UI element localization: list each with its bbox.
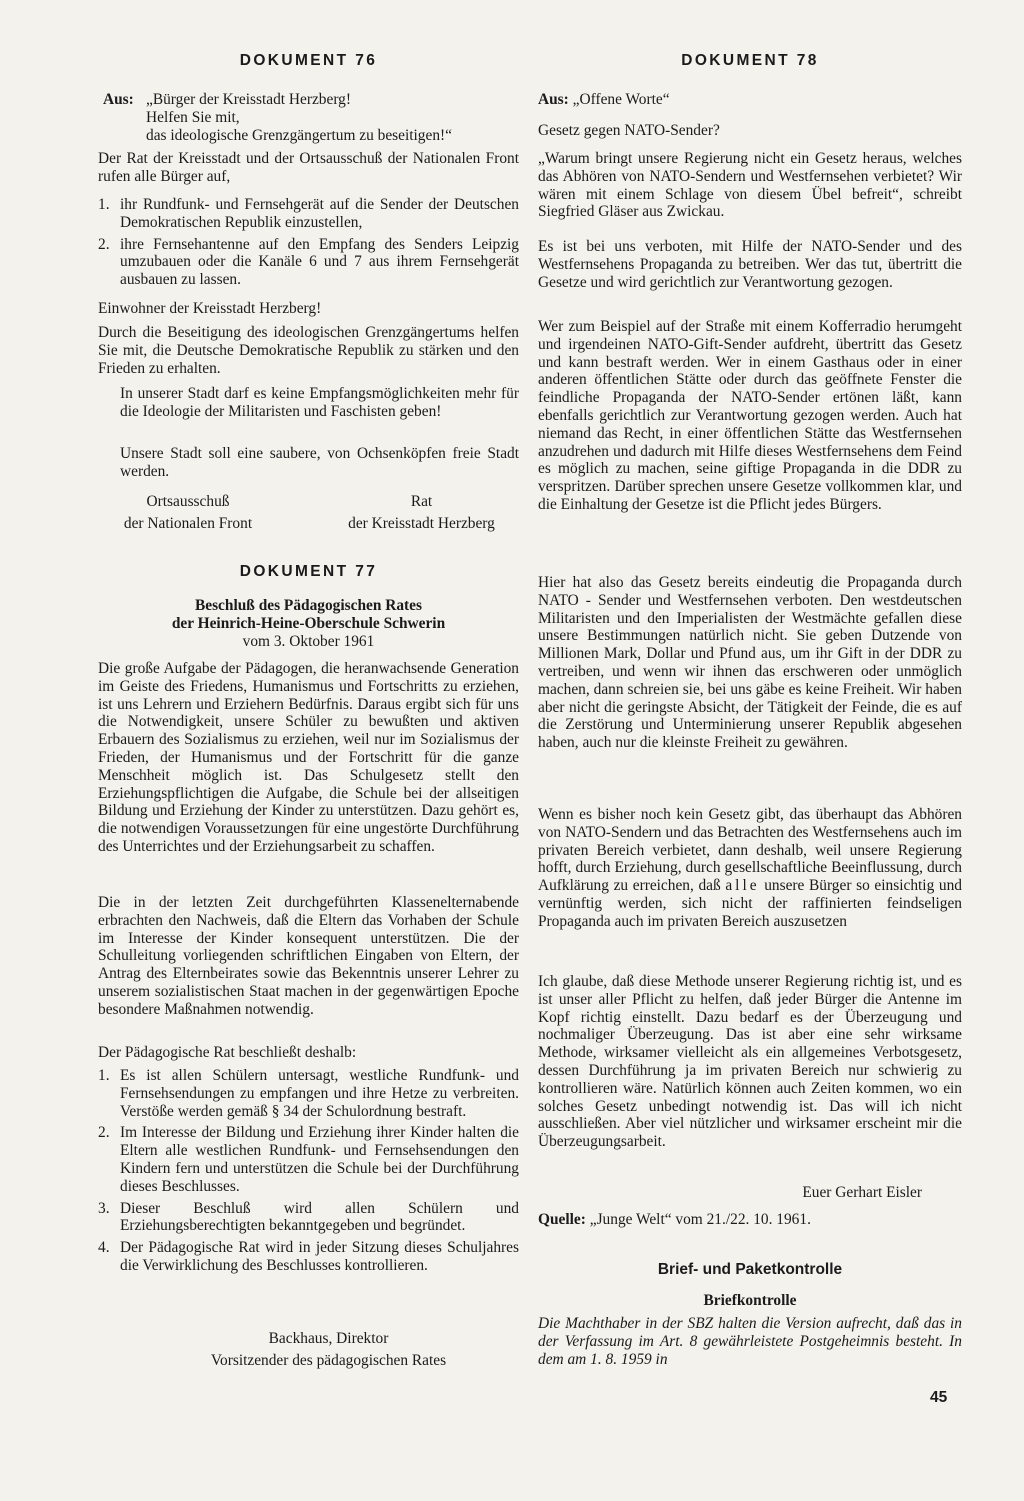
list-item: 1. ihr Rundfunk- und Fernsehgerät auf die Sender der Deutschen Demokratischen Republik einzustellen,: [98, 196, 519, 231]
doc78-quelle: Quelle: „Junge Welt“ vom 21./22. 10. 1961.: [538, 1211, 811, 1228]
doc78-paragraph-2: Es ist bei uns verboten, mit Hilfe der NATO-Sender und des Westfernsehens Propaganda zu betreiben. Wer das tut, übertritt die Gesetze und wird gerichtlich zur Verantwortung gezogen.: [538, 238, 962, 291]
list-item: 2. Im Interesse der Bildung und Erziehung ihrer Kinder halten die Eltern alle westlichen Rundfunk- und Fernsehsendungen den Kindern fern und unterstützen die Schule bei der Durchführung dieses Beschlusses.: [98, 1124, 519, 1195]
document-76-heading: DOKUMENT 76: [239, 52, 378, 69]
doc77-list: [98, 1067, 519, 1279]
doc76-sauber: Unsere Stadt soll eine saubere, von Ochsenköpfen freie Stadt werden.: [120, 445, 519, 480]
doc78-source: Aus: „Offene Worte“: [538, 91, 670, 108]
doc78-paragraph-1: „Warum bringt unsere Regierung nicht ein Gesetz heraus, welches das Abhören von NATO-Sendern und Westfernsehen verbietet? Wir wären mit einem Schlage von diesem Übel befreit“, schreibt Siegfried Gläser aus Zwickau.: [538, 150, 962, 221]
source-line: Helfen Sie mit,: [146, 108, 240, 126]
source-line: „Bürger der Kreisstadt Herzberg!: [146, 91, 351, 108]
doc77-paragraph-1: Die große Aufgabe der Pädagogen, die heranwachsende Generation im Geiste des Friedens, Humanismus und Fortschritts zu erziehen, ist uns Lehrern und Erziehern Bedürfnis. Daraus ergibt sich für uns die Notwendigkeit, unsere Schüler zu bewußten und aktiven Erbauern des Sozialismus zu erziehen, weil nur im Sozialismus der Frieden, der Humanismus und der Fortschritt für die ganze Menschheit möglich ist. Das Schulgesetz stellt den Erziehungspflichtigen die Aufgabe, die Schule bei der allseitigen Bildung und Erziehung der Kinder zu unterstützen. Dazu gehört es, die notwendigen Voraussetzungen für eine ungestörte Durchführung des Unterrichtes und der Erziehungsarbeit zu schaffen.: [98, 660, 519, 855]
page-number: 45: [930, 1389, 948, 1406]
doc76-list: [98, 196, 519, 293]
doc76-intro: Der Rat der Kreisstadt und der Ortsausschuß der Nationalen Front rufen alle Bürger auf,: [98, 150, 519, 185]
doc77-title: Beschluß des Pädagogischen Rates der Heinrich-Heine-Oberschule Schwerin vom 3. Oktober 1961: [171, 597, 446, 650]
doc78-paragraph-4: Hier hat also das Gesetz bereits eindeutig die Propaganda durch NATO - Sender und Westfernsehen verboten. Den westdeutschen Militaristen und den Imperialisten der Westmächte gefallen diese unsere Bestimmungen natürlich nicht. Sie geben Dutzende von Millionen Mark, Dollar und Pfund aus, um ihr Gift in der DDR zu vertreiben, und wenn wir ihnen das erschweren oder unmöglich machen, dann schreien sie, bei uns gäbe es keine Freiheit. Wir haben aber nicht die geringste Absicht, der Tätigkeit der Feinde, die es auf die Zerstörung und Unterminierung unserer Republik abgesehen haben, auch nur die kleinste Freiheit zu gewähren.: [538, 574, 962, 752]
doc77-paragraph-2: Die in der letzten Zeit durchgeführten Klassenelternabende erbrachten den Nachweis, daß die Eltern das Vorhaben der Schule im Interesse der Kinder konsequent unterstützen. Die der Schulleitung vorliegenden schriftlichen Eingaben von Eltern, der Antrag des Elternbeirates sowie das Bekenntnis unserer Lehrer zu unserem sozialistischen Staat machen in der gegenwärtigen Epoche besondere Maßnahmen notwendig.: [98, 894, 519, 1018]
doc77-paragraph-3: Der Pädagogische Rat beschließt deshalb:: [98, 1044, 357, 1061]
doc78-subhead: Gesetz gegen NATO-Sender?: [538, 122, 720, 139]
list-item: 1. Es ist allen Schülern untersagt, westliche Rundfunk- und Fernsehsendungen zu empfangen und ihre Hetze zu verbreiten. Verstöße werden gemäß § 34 der Schulordnung bestraft.: [98, 1067, 519, 1120]
doc78-paragraph-3: Wer zum Beispiel auf der Straße mit einem Kofferradio herumgeht und irgendeinen NATO-Gift-Sender aufdreht, übertritt das Gesetz und kann bestraft werden. Wer in einem Gasthaus oder in einer anderen öffentlichen Stätte oder durch das geöffnete Fenster die feindliche Propaganda der NATO-Sender ertönen läßt, kann ebenfalls gerichtlich zur Verantwortung gezogen werden. Auch hat niemand das Recht, in einer öffentlichen Stätte das Westfernsehen anzudrehen und dadurch mit Hilfe dieses Westfernsehens dem Feind es möglich zu machen, seine giftige Propaganda in die DDR zu verspritzen. Darüber sprechen unsere Gesetze vollkommen klar, und die Einhaltung der Gesetze ist die Pflicht jedes Bürgers.: [538, 318, 962, 513]
doc76-stadt: In unserer Stadt darf es keine Empfangsmöglichkeiten mehr für die Ideologie der Militaristen und Faschisten geben!: [120, 385, 519, 420]
list-item: 4. Der Pädagogische Rat wird in jeder Sitzung dieses Schuljahres die Verwirklichung des Beschlusses kontrollieren.: [98, 1239, 519, 1274]
signature-ortsausschuss: Ortsausschuß der Nationalen Front: [123, 493, 253, 532]
doc76-einwohner: Einwohner der Kreisstadt Herzberg!: [98, 300, 322, 317]
doc78-paragraph-5: Wenn es bisher noch kein Gesetz gibt, das überhaupt das Abhören von NATO-Sendern und das Betrachten des Westfernsehens auch im privaten Bereich verbietet, dann deshalb, weil unsere Regierung hofft, durch Erziehung, durch gesellschaftliche Beeinflussung, durch Aufklärung zu erreichen, daß alle unsere Bürger so einsichtig und vernünftig werden, sich nicht der raffinierten feindseligen Propaganda auch im privaten Bereich auszusetzen: [538, 806, 962, 930]
document-78-heading: DOKUMENT 78: [681, 52, 819, 69]
brief-heading: Brief- und Paketkontrolle: [657, 1261, 843, 1278]
list-item: 2. ihre Fernsehantenne auf den Empfang des Senders Leipzig umzubauen oder die Kanäle 6 und 7 aus ihrem Fernsehgerät ausbauen zu lassen.: [98, 235, 519, 289]
brief-text: Die Machthaber in der SBZ halten die Version aufrecht, daß das in der Verfassung im Art. 8 gewährleistete Postgeheimnis besteht. In dem am 1. 8. 1959 in: [538, 1315, 962, 1368]
source-line: das ideologische Grenzgängertum zu beseitigen!“: [146, 126, 452, 144]
doc77-signature: Backhaus, Direktor Vorsitzender des pädagogischen Rates: [210, 1330, 447, 1369]
doc76-beseitigung: Durch die Beseitigung des ideologischen Grenzgängertums helfen Sie mit, die Deutsche Demokratische Republik zu stärken und den Frieden zu erhalten.: [98, 324, 519, 377]
list-item: 3. Dieser Beschluß wird allen Schülern und Erziehungsberechtigten bekanntgegeben und begründet.: [98, 1199, 519, 1235]
signature-rat: Rat der Kreisstadt Herzberg: [348, 493, 495, 532]
doc78-paragraph-6: Ich glaube, daß diese Methode unserer Regierung richtig ist, und es ist unser aller Pflicht zu helfen, daß jeder Bürger die Antenne im Kopf richtig einstellt. Dazu bedarf es der Überzeugung und nochmaliger Überzeugung. Das ist aber eine sehr wirksame Methode, wirksamer vielleicht als ein allgemeines Verbotsgesetz, dessen Durchführung ja im privaten Bereich nur schwierig zu kontrollieren wäre. Natürlich können auch Zeiten kommen, wo ein solches Gesetz unbedingt notwendig ist. Das will ich nicht ausschließen. Aber viel nützlicher und wirksamer erscheint mir die Überzeugungsarbeit.: [538, 973, 962, 1151]
document-77-heading: DOKUMENT 77: [239, 563, 378, 580]
doc78-signature: Euer Gerhart Eisler: [802, 1184, 922, 1201]
brief-subheading: Briefkontrolle: [703, 1292, 797, 1309]
aus-label: Aus:: [103, 91, 134, 108]
